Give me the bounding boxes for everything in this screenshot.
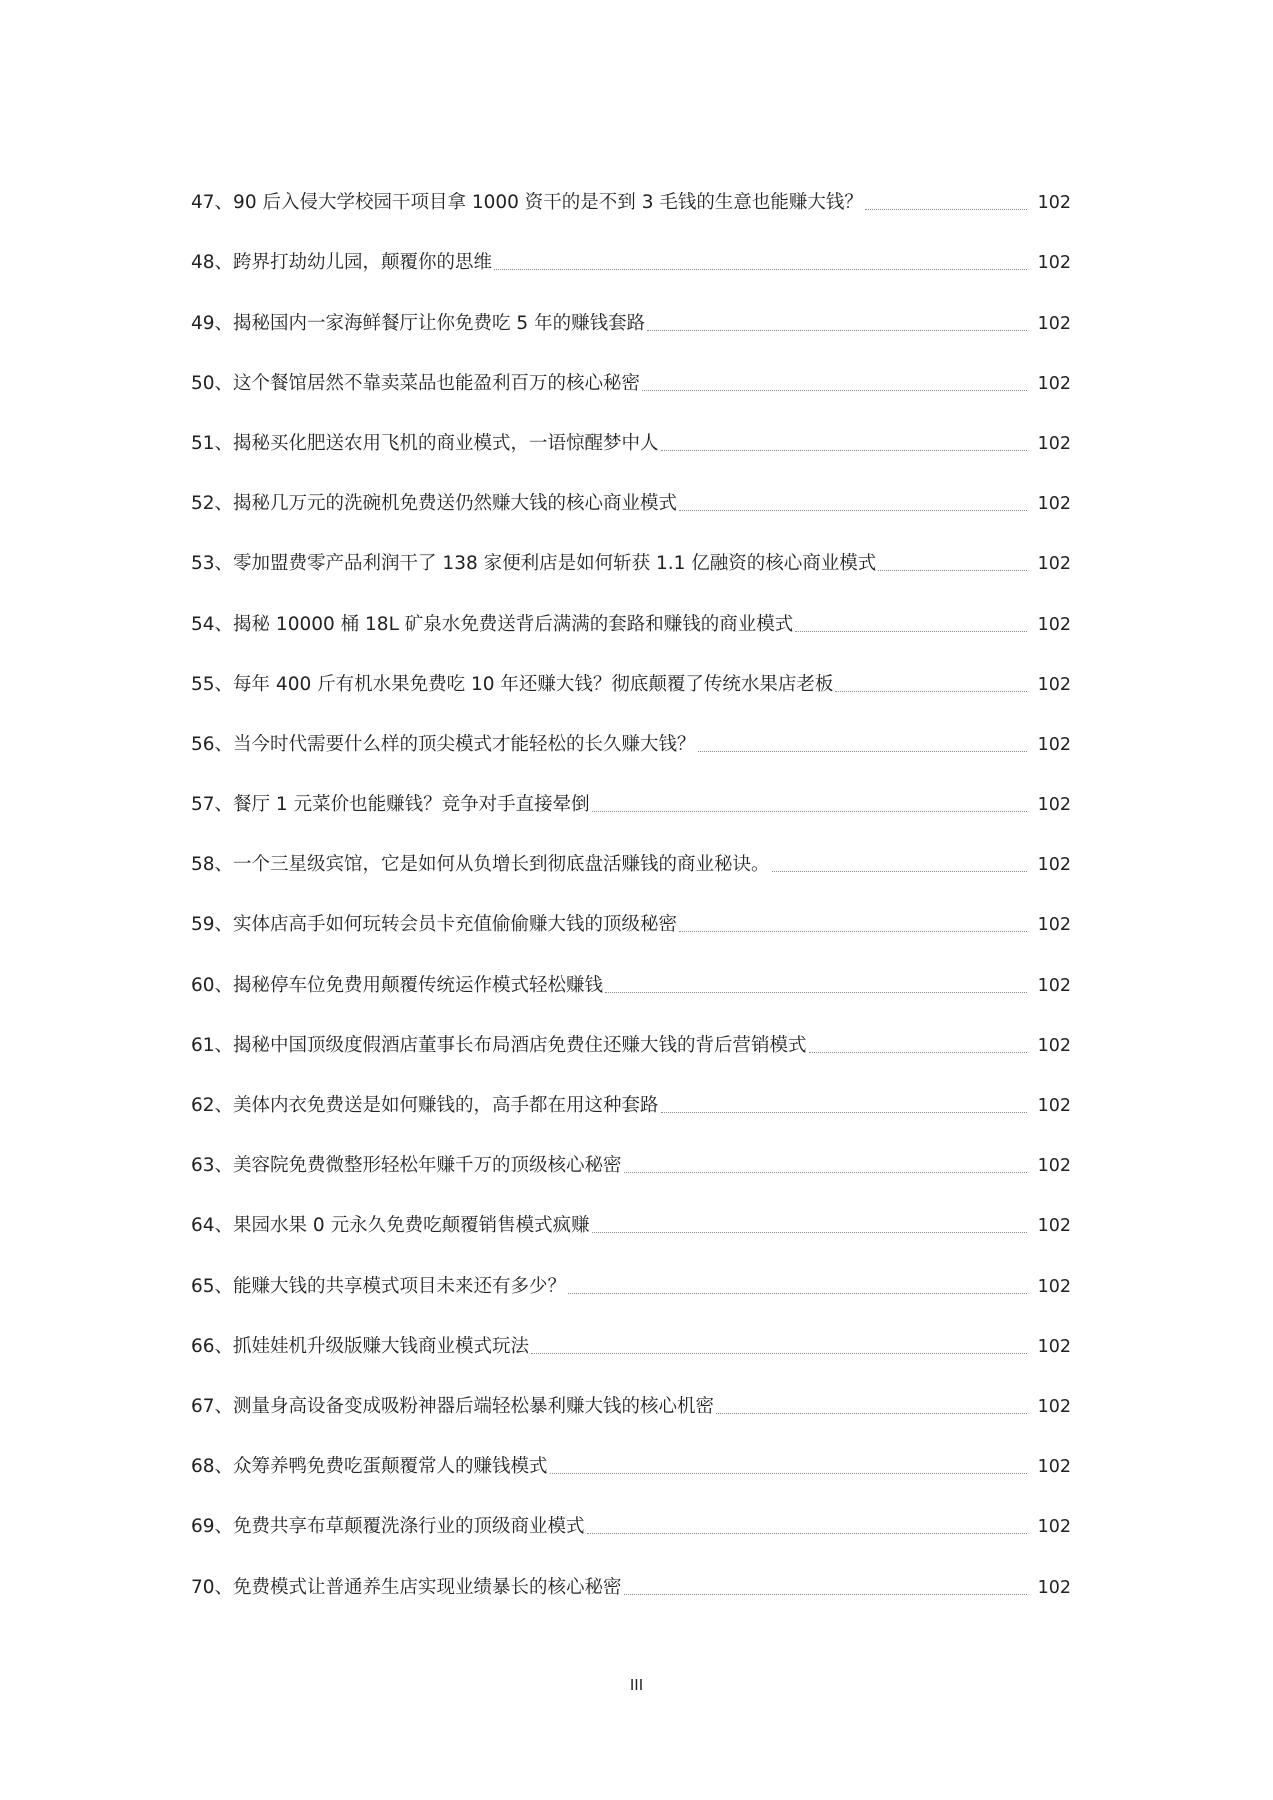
toc-entry [191, 1496, 1071, 1556]
dot-leader [642, 389, 1027, 391]
toc-entry-page: 102 [1037, 1276, 1071, 1297]
toc-entry [191, 533, 1071, 593]
toc-entry-number: 61、 [191, 1034, 234, 1056]
toc-entry-title: 揭秘中国顶级度假酒店董事长布局酒店免费住还赚大钱的背后营销模式 [233, 1034, 807, 1056]
toc-entry-number: 59、 [191, 914, 234, 936]
toc-entry-page: 102 [1037, 1336, 1071, 1357]
toc-entry [191, 473, 1071, 533]
toc-entry-number: 66、 [191, 1335, 234, 1357]
toc-entry-page: 102 [1037, 1096, 1071, 1116]
dot-leader [661, 449, 1027, 451]
toc-entry-title: 这个餐馆居然不靠卖菜品也能盈利百万的核心秘密 [233, 372, 641, 394]
toc-entry-page: 102 [1037, 1156, 1071, 1177]
dot-leader [679, 930, 1027, 932]
toc-entry [191, 1556, 1071, 1616]
toc-entry [191, 413, 1071, 473]
toc-entry-title: 美体内衣免费送是如何赚钱的，高手都在用这种套路 [233, 1095, 659, 1116]
toc-entry-title: 跨界打劫幼儿园，颠覆你的思维 [233, 252, 493, 274]
toc-entry-page: 102 [1037, 373, 1071, 394]
toc-entry [191, 1255, 1071, 1315]
dot-leader [592, 1231, 1027, 1233]
toc-entry [191, 353, 1071, 413]
toc-entry-page: 102 [1037, 1577, 1071, 1598]
toc-entry [191, 1376, 1071, 1436]
toc-entry-number: 63、 [191, 1155, 234, 1177]
toc-entry [191, 654, 1071, 714]
toc-entry-page: 102 [1037, 554, 1071, 575]
toc-entry-page: 102 [1037, 494, 1071, 515]
toc-entry-page: 102 [1037, 1035, 1071, 1056]
toc-entry-number: 68、 [191, 1456, 234, 1478]
toc-entry-number: 54、 [191, 613, 234, 635]
toc-entry-title: 免费共享布草颠覆洗涤行业的顶级商业模式 [233, 1516, 585, 1538]
toc-entry [191, 834, 1071, 894]
toc-entry [191, 232, 1071, 292]
toc-entry-number: 70、 [191, 1576, 234, 1598]
toc-entry-number: 47、 [191, 192, 234, 214]
toc-entry-number: 48、 [191, 252, 234, 274]
dot-leader [587, 1532, 1027, 1534]
page-number: III [629, 1676, 644, 1694]
toc-entry-page: 102 [1037, 1396, 1071, 1417]
dot-leader [809, 1051, 1027, 1053]
toc-entry [191, 1436, 1071, 1496]
toc-entry-title: 零加盟费零产品利润干了 138 家便利店是如何斩获 1.1 亿融资的核心商业模式 [233, 553, 877, 575]
toc-entry-title: 免费模式让普通养生店实现业绩暴长的核心秘密 [233, 1576, 622, 1598]
toc-entry-page: 102 [1037, 433, 1071, 454]
toc-entry-page: 102 [1037, 253, 1071, 274]
toc-entry-title: 揭秘 10000 桶 18L 矿泉水免费送背后满满的套路和赚钱的商业模式 [233, 613, 794, 635]
toc-entry [191, 172, 1071, 232]
toc-entry-number: 58、 [191, 854, 234, 876]
dot-leader [605, 991, 1027, 993]
dot-leader [698, 750, 1027, 752]
dot-leader [550, 1472, 1027, 1474]
toc-entry-page: 102 [1037, 313, 1071, 334]
toc-entry-number: 65、 [191, 1275, 234, 1297]
dot-leader [865, 208, 1027, 210]
dot-leader [878, 569, 1027, 571]
toc-entry-number: 64、 [191, 1215, 234, 1237]
toc-entry-page: 102 [1037, 1517, 1071, 1538]
toc-entry-title: 揭秘买化肥送农用飞机的商业模式，一语惊醒梦中人 [233, 432, 659, 454]
toc-entry-title: 90 后入侵大学校园干项目拿 1000 资干的是不到 3 毛钱的生意也能赚大钱？ [233, 192, 863, 214]
toc-entry-title: 美容院免费微整形轻松年赚千万的顶级核心秘密 [233, 1155, 622, 1177]
dot-leader [716, 1412, 1027, 1414]
toc-entry [191, 1195, 1071, 1255]
dot-leader [494, 268, 1027, 270]
toc-entry [191, 1075, 1071, 1135]
toc-entry-page: 102 [1037, 734, 1071, 755]
toc-entry-title: 众筹养鸭免费吃蛋颠覆常人的赚钱模式 [233, 1456, 548, 1478]
toc-entry-page: 102 [1037, 614, 1071, 635]
toc-entry [191, 1316, 1071, 1376]
toc-entry-title: 当今时代需要什么样的顶尖模式才能轻松的长久赚大钱？ [233, 733, 696, 755]
toc-entry-number: 67、 [191, 1395, 234, 1417]
dot-leader [624, 1171, 1027, 1173]
toc-entry-title: 抓娃娃机升级版赚大钱商业模式玩法 [233, 1335, 530, 1357]
toc-entry [191, 1015, 1071, 1075]
dot-leader [772, 870, 1027, 872]
toc-entry [191, 714, 1071, 774]
toc-entry-title: 揭秘停车位免费用颠覆传统运作模式轻松赚钱 [233, 974, 604, 996]
dot-leader [835, 690, 1027, 692]
toc-entry [191, 593, 1071, 653]
toc-entry-number: 51、 [191, 432, 234, 454]
toc-entry [191, 1135, 1071, 1195]
toc-entry-number: 55、 [191, 673, 234, 695]
table-of-contents [191, 172, 1071, 1617]
toc-entry-number: 56、 [191, 733, 234, 755]
toc-entry-number: 49、 [191, 312, 234, 334]
toc-entry-title: 测量身高设备变成吸粉神器后端轻松暴利赚大钱的核心机密 [233, 1395, 715, 1417]
toc-entry-page: 102 [1037, 915, 1071, 936]
toc-entry-number: 69、 [191, 1516, 234, 1538]
toc-entry-number: 60、 [191, 974, 234, 996]
toc-entry-title: 果园水果 0 元永久免费吃颠覆销售模式疯赚 [233, 1215, 590, 1237]
toc-entry-title: 揭秘国内一家海鲜餐厅让你免费吃 5 年的赚钱套路 [233, 312, 646, 334]
toc-entry-title: 揭秘几万元的洗碗机免费送仍然赚大钱的核心商业模式 [233, 493, 678, 515]
toc-entry-page: 102 [1037, 855, 1071, 876]
toc-entry-page: 102 [1037, 1457, 1071, 1478]
dot-leader [592, 810, 1027, 812]
dot-leader [647, 329, 1027, 331]
dot-leader [795, 630, 1027, 632]
toc-entry-number: 50、 [191, 372, 234, 394]
dot-leader [624, 1593, 1027, 1595]
toc-entry [191, 894, 1071, 954]
dot-leader [661, 1111, 1027, 1113]
toc-entry-number: 57、 [191, 794, 234, 816]
toc-entry-number: 62、 [191, 1095, 234, 1116]
toc-entry-page: 102 [1037, 975, 1071, 996]
toc-entry-title: 实体店高手如何玩转会员卡充值偷偷赚大钱的顶级秘密 [233, 914, 678, 936]
toc-entry [191, 292, 1071, 352]
toc-entry [191, 954, 1071, 1014]
toc-entry [191, 774, 1071, 834]
dot-leader [568, 1292, 1027, 1294]
dot-leader [531, 1352, 1027, 1354]
toc-entry-page: 102 [1037, 1216, 1071, 1237]
toc-entry-page: 102 [1037, 674, 1071, 695]
toc-entry-title: 能赚大钱的共享模式项目未来还有多少？ [233, 1275, 567, 1297]
toc-entry-title: 餐厅 1 元菜价也能赚钱？竞争对手直接晕倒 [233, 794, 590, 816]
toc-entry-page: 102 [1037, 795, 1071, 816]
toc-entry-number: 52、 [191, 493, 234, 515]
toc-entry-title: 每年 400 斤有机水果免费吃 10 年还赚大钱？彻底颠覆了传统水果店老板 [233, 673, 834, 695]
toc-entry-page: 102 [1037, 193, 1071, 214]
toc-entry-title: 一个三星级宾馆，它是如何从负增长到彻底盘活赚钱的商业秘诀。 [233, 854, 770, 876]
toc-entry-number: 53、 [191, 553, 234, 575]
dot-leader [679, 509, 1027, 511]
